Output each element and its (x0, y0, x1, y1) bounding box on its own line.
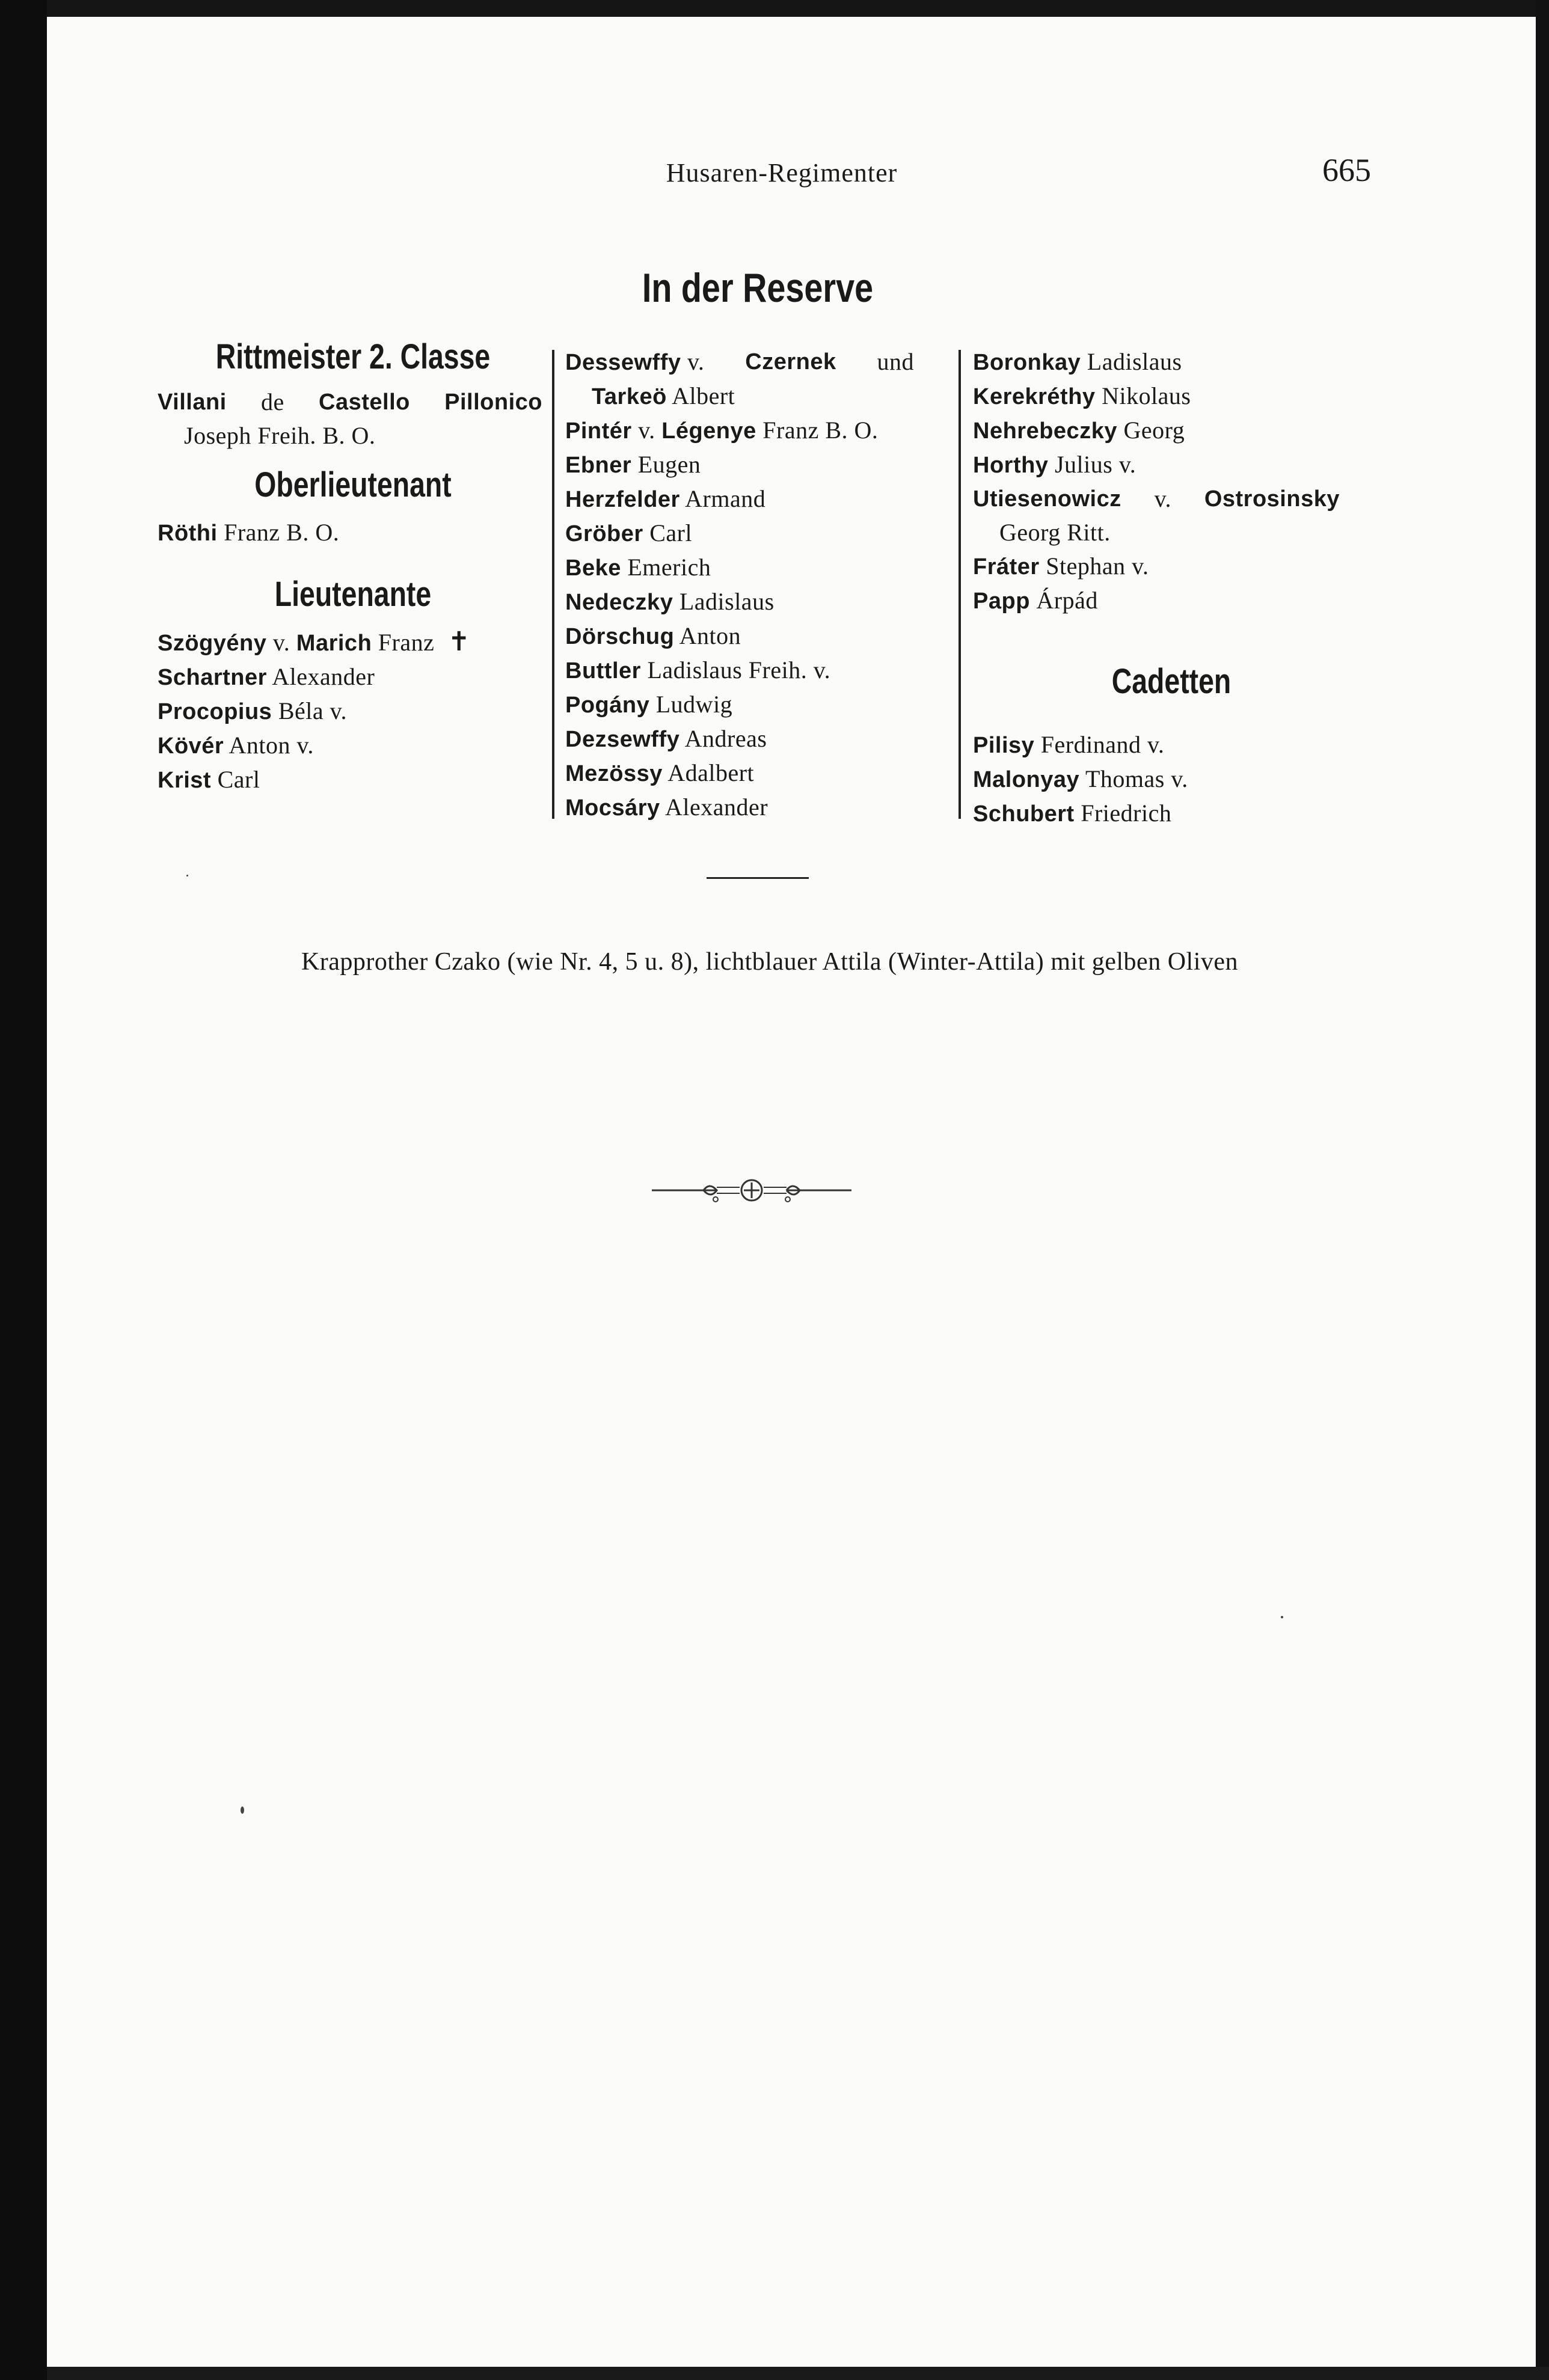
given-names: Adalbert (667, 759, 755, 786)
heading-oberlieutenant: Oberlieutenant (254, 465, 452, 504)
particle: de (261, 388, 284, 415)
list-item (565, 619, 950, 653)
heading-cadetten: Cadetten (1111, 662, 1232, 701)
surname: Dörschug (565, 624, 675, 649)
surname: Szögyény (158, 631, 267, 656)
surname: Gröber (565, 521, 643, 546)
given-names: v. (272, 629, 290, 656)
scan-top-edge (47, 0, 1549, 17)
given-names: Carl (649, 519, 693, 546)
list-item-continuation (565, 379, 950, 414)
surname: Mocsáry (565, 795, 660, 821)
surname: Utiesenowicz (973, 486, 1121, 512)
given-names: Albert (666, 382, 735, 409)
scan-speck (1281, 1616, 1283, 1618)
given-names: Árpád (1036, 587, 1098, 614)
surname: Herzfelder (565, 487, 680, 512)
given-names: Friedrich (1081, 800, 1172, 827)
list-item (158, 660, 548, 694)
list-item-continuation: Joseph Freih. B. O. (184, 422, 376, 449)
given-names: Armand (685, 485, 766, 512)
list-item (565, 585, 950, 619)
ornament-divider-icon (649, 1175, 854, 1205)
list-item (565, 688, 950, 722)
given-names: Stephan v. (1046, 552, 1149, 580)
given-names: Anton v. (229, 732, 314, 759)
list-item (565, 345, 914, 379)
list-item (973, 448, 1370, 482)
running-title: Husaren-Regimenter (666, 158, 898, 188)
surname: Marich (296, 631, 372, 656)
given-names: Franz B. O. (762, 417, 879, 444)
given-names: Béla v. (278, 697, 348, 724)
scan-speck (186, 875, 188, 876)
list-item (158, 763, 548, 797)
surname: Castello (319, 390, 410, 415)
column-divider (552, 350, 554, 819)
surname: Horthy (973, 453, 1049, 478)
surname: Kövér (158, 733, 224, 759)
list-item (973, 379, 1370, 414)
given-names: Ferdinand v. (1040, 731, 1165, 758)
given-names: v. (638, 417, 655, 444)
surname: Boronkay (973, 350, 1081, 375)
surname: Schartner (158, 665, 267, 690)
list-item-continuation: Georg Ritt. (999, 519, 1111, 546)
given-names: Franz B. O. (224, 519, 340, 546)
surname: Ostrosinsky (1204, 486, 1340, 512)
given-names: Alexander (272, 663, 375, 690)
list-item (565, 482, 950, 516)
list-item (158, 385, 548, 419)
given-names: v. (687, 348, 705, 375)
given-names: Georg (1123, 417, 1185, 444)
surname: Tarkeö (592, 384, 667, 409)
list-item (565, 414, 950, 448)
surname: Dezsewffy (565, 727, 680, 752)
list-item (973, 549, 1370, 584)
surname: Schubert (973, 801, 1075, 827)
list-item (565, 516, 950, 551)
surname: Fráter (973, 554, 1040, 580)
column-officers (158, 337, 548, 797)
surname: Mezössy (565, 761, 663, 786)
list-item (973, 797, 1370, 831)
surname: Nedeczky (565, 590, 673, 615)
surname: Dessewffy (565, 350, 681, 375)
surname: Pilisy (973, 733, 1035, 758)
given-names: Ludwig (655, 691, 733, 718)
surname: Procopius (158, 699, 272, 724)
section-title: In der Reserve (642, 265, 874, 311)
list-item (158, 694, 548, 729)
given-names: Andreas (684, 725, 767, 752)
scan-left-edge (0, 0, 47, 2380)
list-item (973, 482, 1340, 516)
list-item (973, 584, 1370, 618)
given-names: Anton (679, 622, 741, 649)
column-reserve-list-2 (973, 345, 1370, 831)
scan-right-edge (1536, 0, 1549, 2380)
surname: Buttler (565, 658, 641, 684)
page-number: 665 (1322, 152, 1371, 188)
scan-speck (241, 1806, 244, 1814)
surname: Czernek (745, 349, 836, 375)
list-item (973, 762, 1370, 797)
list-item (565, 653, 950, 688)
surname: Pogány (565, 693, 650, 718)
column-divider (959, 350, 961, 819)
uniform-description: Krapprother Czako (wie Nr. 4, 5 u. 8), lichtblauer Attila (Winter-Attila) mit gelben Oliven (301, 948, 1239, 976)
given-names: Franz (378, 629, 435, 656)
surname: Pillonico (444, 390, 542, 415)
list-item (158, 516, 548, 550)
given-names: Eugen (637, 451, 701, 478)
given-names: Julius v. (1054, 451, 1136, 478)
surname: Röthi (158, 521, 218, 546)
list-item (565, 448, 950, 482)
surname: Pintér (565, 418, 632, 444)
given-names: v. (1154, 485, 1171, 512)
list-item (973, 414, 1370, 448)
surname: Ebner (565, 453, 632, 478)
surname: Beke (565, 555, 621, 581)
list-item (158, 625, 548, 660)
surname: Kerekréthy (973, 384, 1096, 409)
given-names: Carl (217, 766, 260, 793)
list-item (565, 722, 950, 756)
surname: Malonyay (973, 767, 1080, 792)
given-names: Nikolaus (1102, 382, 1191, 409)
column-reserve-list (565, 345, 950, 825)
surname: Villani (158, 390, 227, 415)
list-item (973, 728, 1370, 762)
given-names: Ladislaus Freih. v. (647, 656, 831, 684)
list-item (565, 791, 950, 825)
list-item (565, 551, 950, 585)
given-names: Thomas v. (1085, 765, 1188, 792)
given-names: Ladislaus (1087, 348, 1182, 375)
scan-bottom-edge (47, 2367, 1549, 2380)
given-names: Alexander (665, 794, 768, 821)
heading-rittmeister: Rittmeister 2. Classe (215, 337, 491, 376)
section-divider (707, 877, 809, 879)
surname: Légenye (661, 418, 756, 444)
given-names: Emerich (627, 554, 711, 581)
cross-icon: ✝ (447, 626, 471, 657)
given-names: und (877, 348, 914, 375)
heading-lieutenante: Lieutenante (274, 575, 432, 614)
list-item (565, 756, 950, 791)
surname: Krist (158, 768, 212, 793)
list-item (158, 729, 548, 763)
surname: Papp (973, 589, 1030, 614)
list-item (973, 345, 1370, 379)
given-names: Ladislaus (679, 588, 775, 615)
surname: Nehrebeczky (973, 418, 1117, 444)
